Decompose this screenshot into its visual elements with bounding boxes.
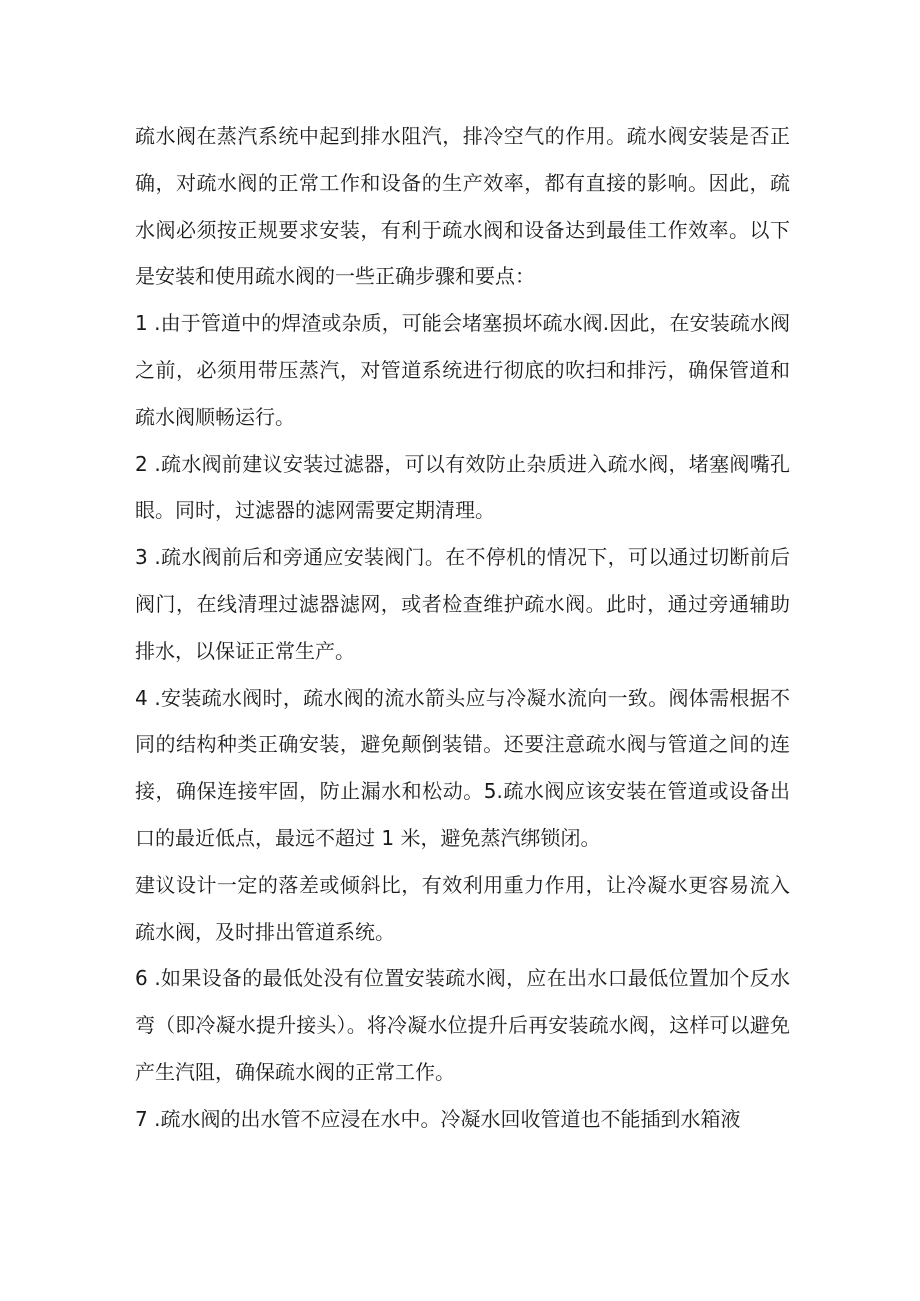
step-7-paragraph: 7 .疏水阀的出水管不应浸在水中。冷凝水回收管道也不能插到水箱液 bbox=[135, 1106, 741, 1131]
document-body bbox=[135, 113, 790, 1143]
step-2-paragraph: 2 .疏水阀前建议安装过滤器，可以有效防止杂质进入疏水阀，堵塞阀嘴孔眼。同时，过滤器的滤网需要定期清理。 bbox=[135, 451, 790, 523]
step-4-5-paragraph: 4 .安装疏水阀时，疏水阀的流水箭头应与冷凝水流向一致。阀体需根据不同的结构种类正确安装，避免颠倒装错。还要注意疏水阀与管道之间的连接，确保连接牢固，防止漏水和松动。5.疏水阀应该安装在管道或设备出口的最近低点，最远不超过 1 米，避免蒸汽绑锁闭。 bbox=[135, 685, 790, 850]
step-1-paragraph: 1 .由于管道中的焊渣或杂质，可能会堵塞损坏疏水阀.因此，在安装疏水阀之前，必须用带压蒸汽，对管道系统进行彻底的吹扫和排污，确保管道和疏水阀顺畅运行。 bbox=[135, 311, 790, 429]
step-3-paragraph: 3 .疏水阀前后和旁通应安装阀门。在不停机的情况下，可以通过切断前后阀门，在线清理过滤器滤网，或者检查维护疏水阀。此时，通过旁通辅助排水，以保证正常生产。 bbox=[135, 545, 790, 663]
design-note-paragraph: 建议设计一定的落差或倾斜比，有效利用重力作用，让冷凝水更容易流入疏水阀，及时排出管道系统。 bbox=[135, 872, 790, 944]
step-6-paragraph: 6 .如果设备的最低处没有位置安装疏水阀，应在出水口最低位置加个反水弯（即冷凝水提升接头）。将冷凝水位提升后再安装疏水阀，这样可以避免产生汽阻，确保疏水阀的正常工作。 bbox=[135, 966, 790, 1084]
intro-paragraph: 疏水阀在蒸汽系统中起到排水阻汽，排冷空气的作用。疏水阀安装是否正确，对疏水阀的正常工作和设备的生产效率，都有直接的影响。因此，疏水阀必须按正规要求安装，有利于疏水阀和设备达到最佳工作效率。以下是安装和使用疏水阀的一些正确步骤和要点： bbox=[135, 124, 790, 289]
